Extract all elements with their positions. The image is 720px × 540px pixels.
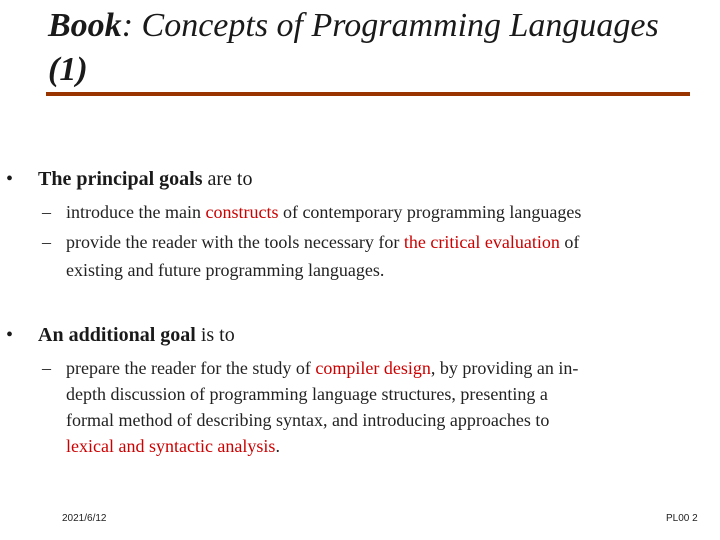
title-underline-rule xyxy=(46,92,690,96)
title-line-1 xyxy=(48,7,659,44)
footer-page-number: PL00 2 xyxy=(666,513,698,524)
sub-item-compiler-design xyxy=(42,355,712,459)
text-run: existing and future programming languages. xyxy=(66,260,385,280)
sub-item-line xyxy=(66,199,581,225)
sub-item-line xyxy=(66,381,548,407)
emphasis-text: compiler design xyxy=(315,358,431,378)
bullet-bold-text: An additional goal xyxy=(38,324,196,346)
sub-item-line xyxy=(66,257,384,283)
title-main: : Concepts of Programming Languages xyxy=(121,7,659,44)
bullet-rest-text: are to xyxy=(202,168,253,190)
text-run: , by providing an in- xyxy=(430,358,579,378)
emphasis-text: constructs xyxy=(205,202,279,222)
text-run: introduce the main xyxy=(66,202,206,222)
sub-item-line xyxy=(66,407,549,433)
bullet-marker: • xyxy=(6,168,14,190)
dash-marker: – xyxy=(42,202,51,222)
emphasis-text: the critical evaluation xyxy=(403,232,560,252)
emphasis-text: lexical and syntactic analysis xyxy=(66,436,276,456)
dash-marker: – xyxy=(42,358,51,378)
sub-item-line xyxy=(66,355,578,381)
bullet-text xyxy=(38,322,235,348)
bullet-text xyxy=(38,166,252,192)
title-line-2: (1) xyxy=(48,51,88,88)
text-run: prepare the reader for the study of xyxy=(66,358,316,378)
bullet-marker: • xyxy=(6,324,14,346)
bullet-principal-goals xyxy=(6,166,686,192)
text-run: depth discussion of programming language structures, presenting a xyxy=(66,384,548,404)
bullet-additional-goal xyxy=(6,322,686,348)
sub-item-introduce-constructs xyxy=(42,199,712,225)
sub-item-line xyxy=(66,229,579,255)
sub-item-critical-evaluation xyxy=(42,229,712,281)
text-run: of xyxy=(559,232,580,252)
text-run: provide the reader with the tools necessary for xyxy=(66,232,404,252)
bullet-rest-text: is to xyxy=(195,324,235,346)
text-run: formal method of describing syntax, and introducing approaches to xyxy=(66,410,550,430)
sub-item-line xyxy=(66,433,280,459)
slide-title xyxy=(48,4,718,92)
bullet-bold-text: The principal goals xyxy=(38,168,203,190)
text-run: . xyxy=(275,436,280,456)
footer-date: 2021/6/12 xyxy=(62,513,107,524)
dash-marker: – xyxy=(42,232,51,252)
title-prefix: Book xyxy=(48,7,122,44)
text-run: of contemporary programming languages xyxy=(278,202,582,222)
